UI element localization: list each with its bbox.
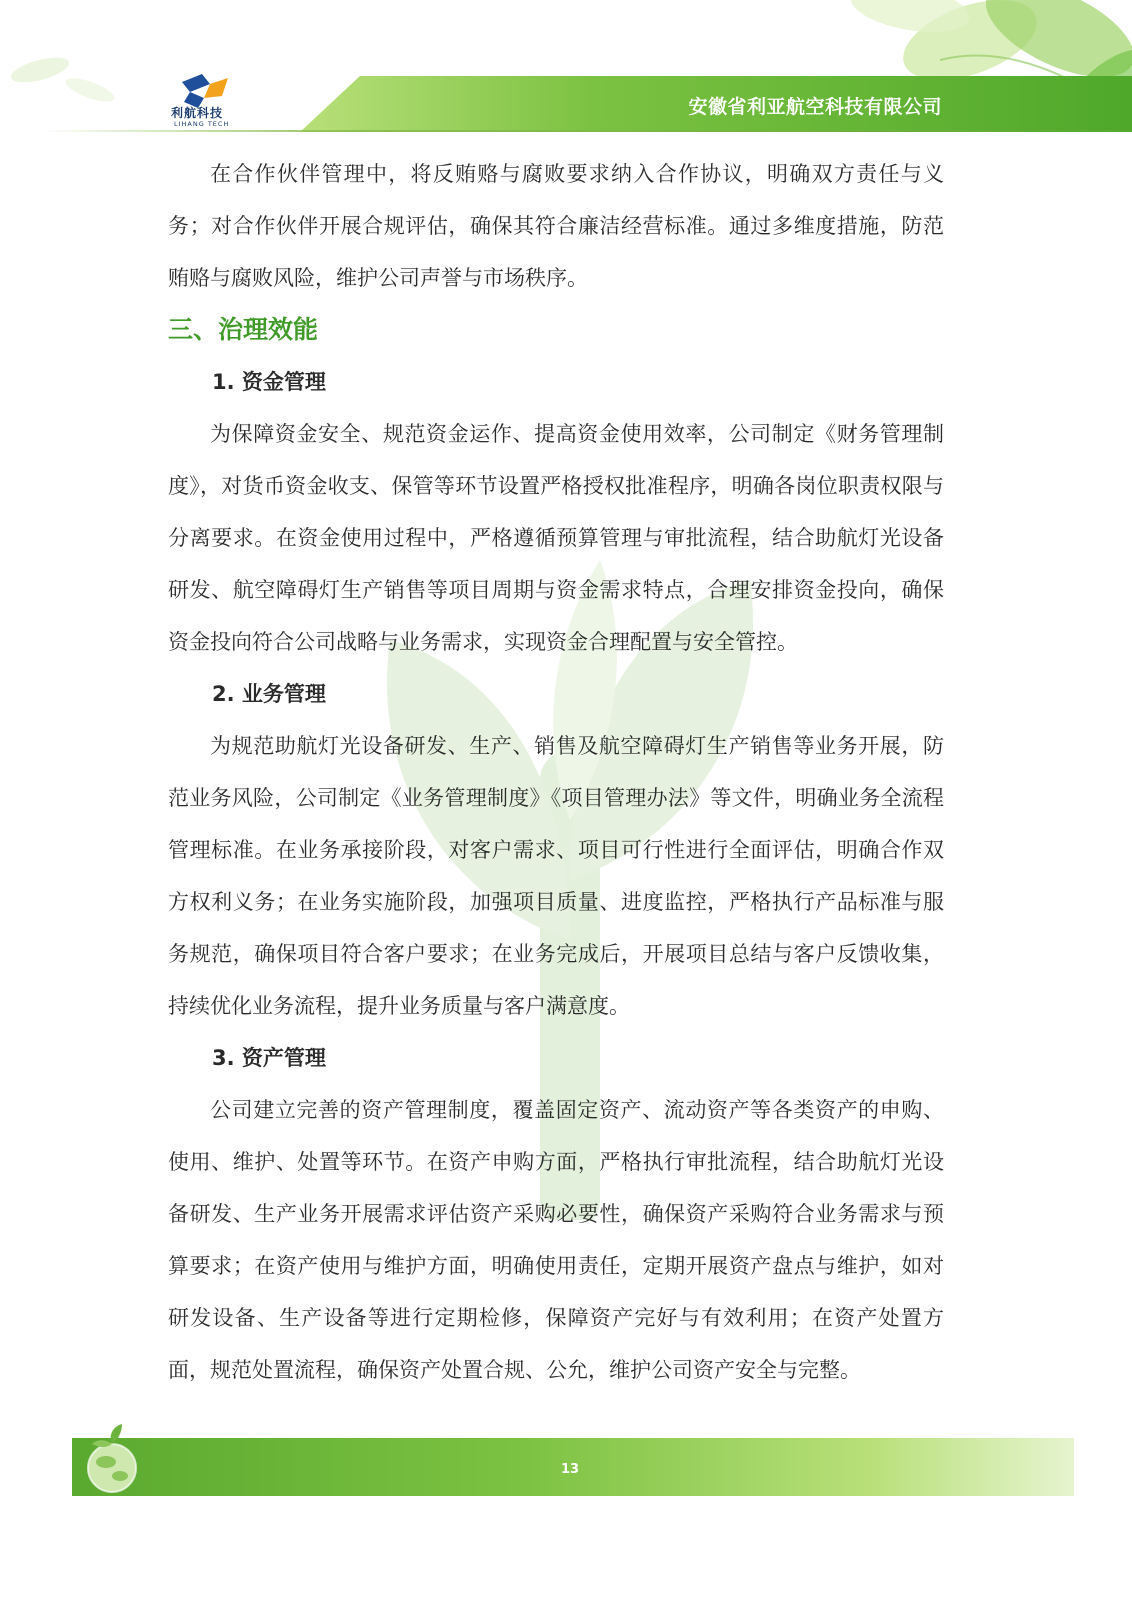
page-number: 13 xyxy=(560,1462,580,1477)
logo-text-en: LIHANG TECH xyxy=(174,120,230,128)
subsection-body-funds: 为保障资金安全、规范资金运作、提高资金使用效率，公司制定《财务管理制度》，对货币资金收支、保管等环节设置严格授权批准程序，明确各岗位职责权限与分离要求。在资金使用过程中，严格遵循预算管理与审批流程，结合助航灯光设备研发、航空障碍灯生产销售等项目周期与资金需求特点，合理安排资金投向，确保资金投向符合公司战略与业务需求，实现资金合理配置与安全管控。 xyxy=(168,422,944,654)
subsection-title-assets: 3. 资产管理 xyxy=(212,1046,326,1070)
subsection-body-business: 为规范助航灯光设备研发、生产、销售及航空障碍灯生产销售等业务开展，防范业务风险，公司制定《业务管理制度》《项目管理办法》等文件，明确业务全流程管理标准。在业务承接阶段，对客户需求、项目可行性进行全面评估，明确合作双方权利义务；在业务实施阶段，加强项目质量、进度监控，严格执行产品标准与服务规范，确保项目符合客户要求；在业务完成后，开展项目总结与客户反馈收集，持续优化业务流程，提升业务质量与客户满意度。 xyxy=(168,734,944,1018)
subsection-body-assets: 公司建立完善的资产管理制度，覆盖固定资产、流动资产等各类资产的申购、使用、维护、处置等环节。在资产申购方面，严格执行审批流程，结合助航灯光设备研发、生产业务开展需求评估资产采购必要性，确保资产采购符合业务需求与预算要求；在资产使用与维护方面，明确使用责任，定期开展资产盘点与维护，如对研发设备、生产设备等进行定期检修，保障资产完好与有效利用；在资产处置方面，规范处置流程，确保资产处置合规、公允，维护公司资产安全与完整。 xyxy=(168,1098,944,1382)
globe-leaf-icon xyxy=(78,1420,148,1500)
document-body xyxy=(168,148,944,1396)
intro-paragraph: 在合作伙伴管理中，将反贿赂与腐败要求纳入合作协议，明确双方责任与义务；对合作伙伴开展合规评估，确保其符合廉洁经营标准。通过多维度措施，防范贿赂与腐败风险，维护公司声誉与市场秩序。 xyxy=(168,162,944,290)
company-name: 安徽省利亚航空科技有限公司 xyxy=(688,96,942,118)
section-title: 三、治理效能 xyxy=(168,315,319,344)
leaf-decoration-icon xyxy=(0,40,130,120)
subsection-title-funds: 1. 资金管理 xyxy=(212,370,326,394)
logo-text-cn: 利航科技 xyxy=(171,106,224,120)
subsection-title-business: 2. 业务管理 xyxy=(212,682,326,706)
